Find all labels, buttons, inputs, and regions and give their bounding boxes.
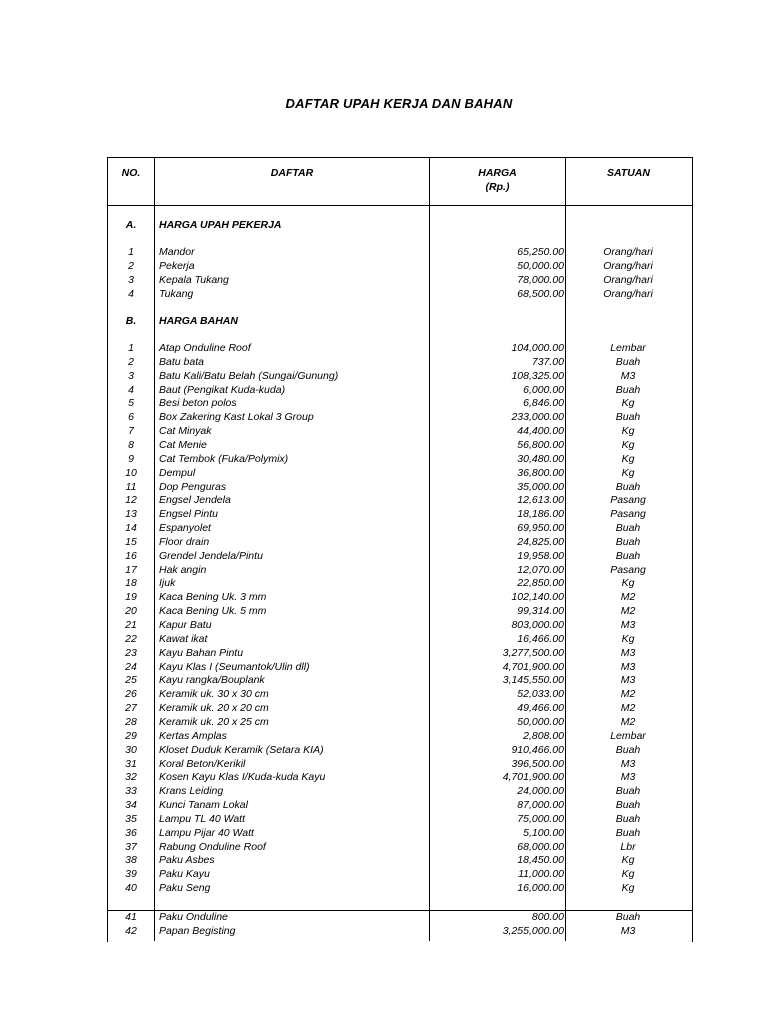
row-number: 7 [128, 425, 134, 438]
item-price: 5,100.00 [523, 826, 564, 839]
item-name: Keramik uk. 20 x 20 cm [159, 702, 269, 715]
item-unit: Buah [615, 411, 641, 424]
item-price: 6,000.00 [523, 383, 564, 396]
row-number: 27 [125, 702, 137, 715]
column-header-harga-unit: (Rp.) [485, 181, 510, 193]
item-unit: Buah [615, 785, 641, 798]
row-number: 32 [125, 771, 137, 784]
item-unit: Pasang [610, 508, 646, 521]
header-divider [107, 205, 692, 206]
table-row [107, 687, 691, 701]
item-unit: Buah [615, 799, 641, 812]
table-row [107, 881, 691, 895]
row-number: 24 [125, 660, 137, 673]
row-number: 40 [125, 882, 137, 895]
item-price: 30,480.00 [517, 452, 564, 465]
table-row [107, 715, 691, 729]
row-number: 14 [125, 522, 137, 535]
item-price: 11,000.00 [518, 868, 564, 881]
table-row [107, 424, 691, 438]
row-number: 10 [125, 466, 137, 479]
item-unit: Orang/hari [603, 246, 653, 258]
item-name: Lampu TL 40 Watt [159, 812, 245, 825]
item-price: 24,000.00 [517, 785, 564, 798]
table-row [107, 646, 691, 660]
row-number: 31 [125, 757, 137, 770]
item-name: Dempul [159, 466, 196, 479]
item-name: Keramik uk. 20 x 25 cm [159, 715, 269, 728]
row-number: 16 [125, 549, 137, 562]
item-name: Papan Begisting [159, 924, 236, 937]
item-unit: Buah [615, 535, 641, 548]
item-unit: Kg [621, 577, 635, 590]
row-number: 25 [125, 674, 137, 687]
item-unit: M2 [620, 702, 636, 715]
row-number: 15 [125, 535, 137, 548]
table-row [107, 770, 691, 784]
table-row [107, 341, 691, 355]
item-name: Kayu Bahan Pintu [159, 646, 244, 659]
row-number: 36 [125, 826, 137, 839]
row-number: 26 [125, 688, 137, 701]
row-number: 37 [125, 840, 137, 853]
section-title: HARGA BAHAN [159, 315, 238, 327]
item-unit: M3 [620, 757, 636, 770]
item-price: 800.00 [531, 911, 564, 923]
item-unit: Buah [615, 522, 641, 535]
row-number: 28 [125, 715, 137, 728]
table-row [107, 784, 691, 798]
table-row [107, 743, 691, 757]
item-name: Paku Seng [159, 882, 211, 895]
item-name: Paku Onduline [159, 911, 228, 923]
item-price: 78,000.00 [517, 273, 564, 286]
item-unit: M2 [620, 715, 636, 728]
row-number: 2 [128, 259, 134, 272]
table-row [107, 853, 691, 867]
table-row [107, 273, 691, 287]
item-name: Box Zakering Kast Lokal 3 Group [159, 411, 314, 424]
item-name: Koral Beton/Kerikil [159, 757, 246, 770]
item-price: 3,145,550.00 [502, 674, 564, 687]
row-number: 11 [125, 480, 137, 493]
item-price: 102,140.00 [511, 591, 564, 604]
item-name: Espanyolet [159, 522, 211, 535]
item-price: 12,070.00 [517, 563, 564, 576]
item-unit: M3 [620, 619, 636, 631]
row-number: 1 [128, 246, 134, 258]
row-number: 34 [125, 799, 137, 812]
row-number: 39 [125, 868, 137, 881]
item-name: Baut (Pengikat Kuda-kuda) [159, 383, 286, 396]
item-price: 16,466.00 [517, 632, 564, 645]
row-number: 21 [125, 619, 137, 631]
item-price: 56,800.00 [517, 438, 564, 451]
item-price: 52,033.00 [517, 688, 564, 701]
item-name: Kloset Duduk Keramik (Setara KIA) [159, 743, 324, 756]
table-row [107, 466, 691, 480]
row-number: 22 [125, 632, 137, 645]
section-number: A. [125, 219, 137, 231]
item-unit: Buah [615, 911, 641, 923]
row-number: 20 [125, 605, 137, 618]
item-unit: M3 [620, 660, 636, 673]
table-row [107, 410, 691, 424]
item-price: 19,958.00 [517, 549, 564, 562]
table-row [107, 590, 691, 604]
table-row [107, 867, 691, 881]
item-unit: M3 [620, 369, 636, 382]
table-row [107, 924, 691, 938]
item-name: Lampu Pijar 40 Watt [159, 826, 254, 839]
item-name: Kaca Bening Uk. 5 mm [159, 605, 267, 618]
item-name: Kepala Tukang [159, 273, 229, 286]
table-row [107, 383, 691, 397]
item-price: 233,000.00 [511, 411, 564, 424]
item-unit: Lembar [610, 729, 646, 742]
row-number: 4 [128, 383, 134, 396]
item-price: 108,325.00 [511, 369, 564, 382]
item-price: 4,701,900.00 [502, 660, 564, 673]
table-row [107, 355, 691, 369]
row-number: 35 [125, 812, 137, 825]
section-a-row [107, 218, 691, 232]
item-unit: Pasang [610, 563, 646, 576]
row-number: 9 [128, 452, 134, 465]
table-row [107, 452, 691, 466]
item-name: Pekerja [159, 259, 195, 272]
table-row [107, 369, 691, 383]
item-name: Cat Minyak [159, 425, 212, 438]
item-name: Krans Leiding [159, 785, 224, 798]
table-row [107, 438, 691, 452]
item-name: Atap Onduline Roof [159, 342, 251, 354]
item-price: 49,466.00 [517, 702, 564, 715]
row-number: 4 [128, 287, 134, 300]
table-row [107, 507, 691, 521]
row-number: 6 [128, 411, 134, 424]
item-unit: Kg [621, 438, 635, 451]
item-price: 24,825.00 [517, 535, 564, 548]
table-row [107, 632, 691, 646]
row-number: 17 [125, 563, 137, 576]
row-number: 29 [125, 729, 137, 742]
table-row [107, 549, 691, 563]
item-name: Mandor [159, 246, 195, 258]
item-unit: Kg [621, 397, 635, 410]
item-name: Engsel Jendela [159, 494, 231, 507]
table-row [107, 826, 691, 840]
table-row [107, 729, 691, 743]
column-header-no: NO. [121, 167, 141, 179]
item-price: 16,000.00 [517, 882, 564, 895]
item-unit: Lembar [610, 342, 646, 354]
item-name: Hak angin [159, 563, 207, 576]
item-name: Kayu Klas I (Seumantok/Ulin dll) [159, 660, 310, 673]
page-title: DAFTAR UPAH KERJA DAN BAHAN [285, 96, 513, 111]
table-row [107, 563, 691, 577]
row-number: 2 [128, 355, 134, 368]
item-price: 3,277,500.00 [502, 646, 564, 659]
item-name: Rabung Onduline Roof [159, 840, 266, 853]
column-header-harga: HARGA [478, 167, 517, 179]
item-price: 50,000.00 [517, 715, 564, 728]
item-unit: Orang/hari [603, 259, 653, 272]
item-unit: Lbr [620, 840, 636, 853]
item-unit: Buah [615, 480, 641, 493]
column-header-satuan: SATUAN [607, 167, 650, 179]
item-unit: M3 [620, 924, 636, 937]
item-unit: Kg [621, 854, 635, 867]
item-price: 737.00 [531, 355, 564, 368]
table-row [107, 757, 691, 771]
item-name: Floor drain [159, 535, 210, 548]
item-unit: Kg [621, 425, 635, 438]
item-unit: Buah [615, 743, 641, 756]
item-unit: Buah [615, 549, 641, 562]
item-name: Paku Kayu [159, 868, 210, 881]
table-row [107, 521, 691, 535]
row-number: 3 [128, 369, 134, 382]
section-title: HARGA UPAH PEKERJA [159, 219, 282, 231]
item-price: 803,000.00 [511, 619, 564, 631]
item-unit: Kg [621, 882, 635, 895]
table-row [107, 245, 691, 259]
item-price: 68,500.00 [517, 287, 564, 300]
section-number: B. [125, 315, 137, 327]
item-unit: M2 [620, 605, 636, 618]
item-unit: Orang/hari [603, 287, 653, 300]
table-row [107, 493, 691, 507]
item-name: Batu Kali/Batu Belah (Sungai/Gunung) [159, 369, 339, 382]
row-number: 33 [125, 785, 137, 798]
table-row [107, 535, 691, 549]
row-number: 42 [125, 924, 137, 937]
item-price: 36,800.00 [517, 466, 564, 479]
row-number: 5 [128, 397, 134, 410]
item-price: 75,000.00 [517, 812, 564, 825]
row-number: 1 [128, 342, 134, 354]
item-unit: Buah [615, 383, 641, 396]
item-price: 69,950.00 [517, 522, 564, 535]
table-row [107, 480, 691, 494]
section-b-row [107, 314, 691, 328]
item-unit: Orang/hari [603, 273, 653, 286]
row-number: 38 [125, 854, 137, 867]
item-price: 910,466.00 [511, 743, 564, 756]
table-row [107, 673, 691, 687]
item-price: 2,808.00 [523, 729, 564, 742]
item-name: Tukang [159, 287, 194, 300]
item-price: 18,186.00 [517, 508, 564, 521]
item-name: Kapur Batu [159, 619, 212, 631]
item-price: 44,400.00 [517, 425, 564, 438]
item-name: Kertas Amplas [159, 729, 227, 742]
item-price: 65,250.00 [517, 246, 564, 258]
table-row [107, 576, 691, 590]
item-unit: M3 [620, 771, 636, 784]
item-price: 68,000.00 [517, 840, 564, 853]
row-number: 23 [125, 646, 137, 659]
item-price: 87,000.00 [517, 799, 564, 812]
item-name: Grendel Jendela/Pintu [159, 549, 263, 562]
item-price: 396,500.00 [511, 757, 564, 770]
table-row [107, 604, 691, 618]
table-row [107, 618, 691, 632]
item-price: 50,000.00 [517, 259, 564, 272]
item-name: Engsel Pintu [159, 508, 218, 521]
item-price: 3,255,000.00 [502, 924, 564, 937]
item-name: Kosen Kayu Klas I/Kuda-kuda Kayu [159, 771, 326, 784]
item-name: Besi beton polos [159, 397, 237, 410]
item-unit: M3 [620, 646, 636, 659]
row-number: 18 [125, 577, 137, 590]
item-unit: Buah [615, 812, 641, 825]
table-row [107, 660, 691, 674]
item-name: Batu bata [159, 355, 204, 368]
table-row [107, 701, 691, 715]
item-name: Paku Asbes [159, 854, 215, 867]
row-number: 12 [125, 494, 137, 507]
table-row [107, 812, 691, 826]
item-unit: Kg [621, 632, 635, 645]
item-unit: Kg [621, 466, 635, 479]
row-number: 41 [125, 911, 137, 923]
row-number: 3 [128, 273, 134, 286]
item-price: 22,850.00 [517, 577, 564, 590]
row-number: 30 [125, 743, 137, 756]
item-unit: M2 [620, 591, 636, 604]
item-price: 12,613.00 [517, 494, 564, 507]
item-unit: M2 [620, 688, 636, 701]
item-name: Dop Penguras [159, 480, 227, 493]
item-name: Cat Tembok (Fuka/Polymix) [159, 452, 289, 465]
column-header-daftar: DAFTAR [270, 167, 314, 179]
item-name: Kayu rangka/Bouplank [159, 674, 265, 687]
item-price: 104,000.00 [511, 342, 564, 354]
item-name: Kawat ikat [159, 632, 208, 645]
item-price: 35,000.00 [517, 480, 564, 493]
table-row [107, 396, 691, 410]
item-price: 18,450.00 [517, 854, 564, 867]
item-name: Keramik uk. 30 x 30 cm [159, 688, 269, 701]
table-row [107, 287, 691, 301]
row-number: 19 [125, 591, 137, 604]
item-price: 4,701,900.00 [502, 771, 564, 784]
item-unit: M3 [620, 674, 636, 687]
item-price: 6,846.00 [523, 397, 564, 410]
item-name: Cat Menie [159, 438, 207, 451]
item-unit: Kg [621, 868, 635, 881]
item-unit: Kg [621, 452, 635, 465]
item-name: Ijuk [159, 577, 176, 590]
table-row [107, 840, 691, 854]
row-number: 13 [125, 508, 137, 521]
item-unit: Buah [615, 355, 641, 368]
table-row [107, 259, 691, 273]
item-unit: Buah [615, 826, 641, 839]
row-number: 8 [128, 438, 134, 451]
item-name: Kaca Bening Uk. 3 mm [159, 591, 267, 604]
item-price: 99,314.00 [517, 605, 564, 618]
item-unit: Pasang [610, 494, 646, 507]
table-row [107, 798, 691, 812]
item-name: Kunci Tanam Lokal [159, 799, 248, 812]
table-row [107, 910, 691, 924]
